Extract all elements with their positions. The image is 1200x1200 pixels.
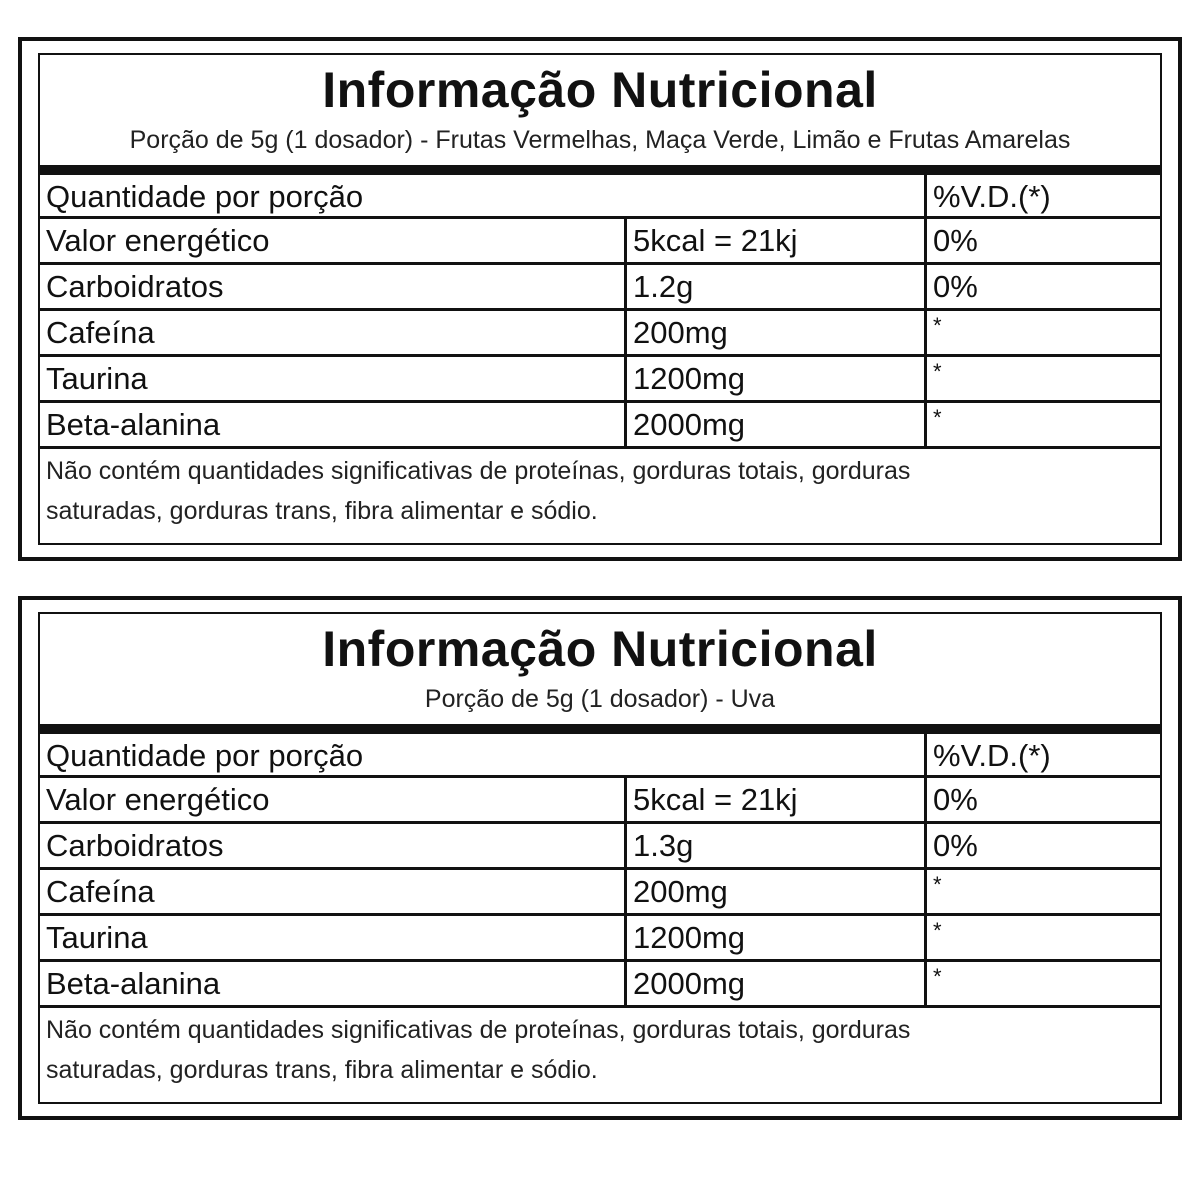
table-row (40, 403, 1160, 449)
table-row (40, 916, 1160, 962)
nutrient-name: Cafeína (46, 315, 155, 350)
nutrient-amount: 1.2g (624, 265, 924, 308)
serving-size: Porção de 5g (1 dosador) - Frutas Vermelhas, Maça Verde, Limão e Frutas Amarelas (129, 126, 1071, 154)
table-row (40, 265, 1160, 311)
nutrient-dv: 0% (924, 778, 1160, 821)
nutrient-amount: 2000mg (624, 403, 924, 446)
table-header-row (40, 175, 1160, 219)
nutrient-amount: 5kcal = 21kj (624, 778, 924, 821)
footnote-line: saturadas, gorduras trans, fibra alimentar e sódio. (46, 497, 598, 525)
nutrient-name: Carboidratos (46, 269, 224, 304)
label-header (40, 614, 1160, 734)
nutrient-dv: 0% (924, 219, 1160, 262)
nutrient-amount: 5kcal = 21kj (624, 219, 924, 262)
nutrient-dv: * (924, 311, 1160, 354)
nutrient-name: Cafeína (46, 874, 155, 909)
nutrient-dv: 0% (924, 824, 1160, 867)
footnote-line: Não contém quantidades significativas de proteínas, gorduras totais, gorduras (46, 457, 911, 485)
nutrient-amount: 1.3g (624, 824, 924, 867)
nutrient-amount: 1200mg (624, 916, 924, 959)
label-title: Informação Nutricional (322, 621, 878, 677)
nutrient-amount: 2000mg (624, 962, 924, 1005)
footnote (40, 1008, 1160, 1090)
nutrient-dv: 0% (924, 265, 1160, 308)
dv-header: %V.D.(*) (924, 175, 1160, 216)
table-row (40, 357, 1160, 403)
table-header-row (40, 734, 1160, 778)
dv-header: %V.D.(*) (924, 734, 1160, 775)
nutrient-dv: * (924, 870, 1160, 913)
table-row (40, 311, 1160, 357)
nutrient-name: Beta-alanina (46, 966, 221, 1001)
nutrition-label-1 (18, 37, 1182, 561)
label-title: Informação Nutricional (322, 62, 878, 118)
table-row (40, 824, 1160, 870)
nutrition-table (38, 53, 1162, 545)
table-row (40, 870, 1160, 916)
nutrient-name: Valor energético (46, 782, 270, 817)
nutrient-dv: * (924, 962, 1160, 1005)
quantity-header: Quantidade por porção (46, 179, 364, 214)
nutrient-dv: * (924, 916, 1160, 959)
table-row (40, 778, 1160, 824)
footnote-line: saturadas, gorduras trans, fibra alimentar e sódio. (46, 1056, 598, 1084)
nutrient-amount: 200mg (624, 311, 924, 354)
nutrient-dv: * (924, 357, 1160, 400)
nutrient-name: Valor energético (46, 223, 270, 258)
nutrient-name: Carboidratos (46, 828, 224, 863)
table-row (40, 219, 1160, 265)
table-row (40, 962, 1160, 1008)
serving-size: Porção de 5g (1 dosador) - Uva (424, 685, 776, 713)
label-header (40, 55, 1160, 175)
nutrition-table (38, 612, 1162, 1104)
nutrient-name: Taurina (46, 361, 148, 396)
footnote-line: Não contém quantidades significativas de proteínas, gorduras totais, gorduras (46, 1016, 911, 1044)
nutrient-amount: 1200mg (624, 357, 924, 400)
nutrient-name: Beta-alanina (46, 407, 221, 442)
nutrition-label-2 (18, 596, 1182, 1120)
quantity-header: Quantidade por porção (46, 738, 364, 773)
nutrient-dv: * (924, 403, 1160, 446)
footnote (40, 449, 1160, 531)
nutrient-name: Taurina (46, 920, 148, 955)
nutrient-amount: 200mg (624, 870, 924, 913)
